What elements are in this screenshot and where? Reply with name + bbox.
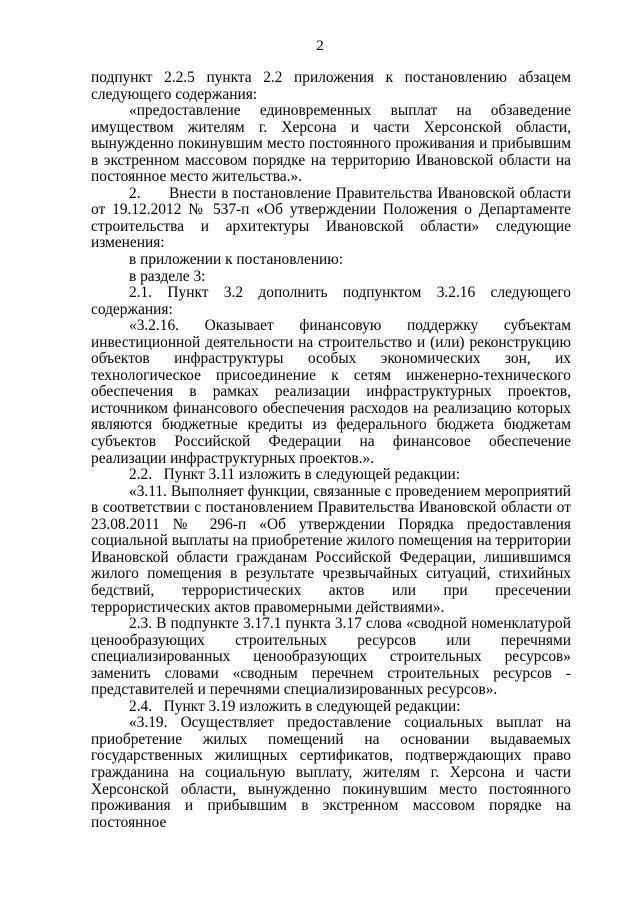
paragraph-item-2: 2. Внести в постановление Правительства Ивановской области от 19.12.2012 № 537-п «Об утверждении Положения о Департаменте строительства и архитектуры Ивановской области» следующие изменения: [91,184,571,252]
paragraph-in-section-3: в разделе 3: [129,267,206,285]
paragraph-quote-3-2-16: «3.2.16. Оказывает финансовую поддержку субъектам инвестиционной деятельности на строительство и (или) реконструкцию объектов инфраструктуры особых экономических зон, их технологическое присоединение к сетям инженерно-технического обеспечения в рамках реализации инфраструктурных проектов, источником финансового обеспечения расходов на реализацию которых являются бюджетные кредиты из федерального бюджета бюджетам субъектов Российской Федерации на финансовое обеспечение реализации инфраструктурных проектов.». [91,317,571,467]
paragraph-item-2-3: 2.3. В подпункте 3.17.1 пункта 3.17 слова «сводной номенклатурой ценообразующих строительных ресурсов или перечнями специализированных ценообразующих строительных ресурсов» заменить словами «сводным перечнем строительных ресурсов - представителей и перечнями специализированных ресурсов». [91,615,571,699]
paragraph-quote-one-time-payments: «предоставление единовременных выплат на обзаведение имуществом жителям г. Херсона и части Херсонской области, вынужденно покинувшим место постоянного проживания и прибывшим в экстренном массовом порядке на территорию Ивановской области на постоянное место жительства.». [91,102,571,186]
page-number: 2 [316,38,324,54]
paragraph-item-2-1: 2.1. Пункт 3.2 дополнить подпунктом 3.2.16 следующего содержания: [91,284,571,318]
paragraph-item-2-2: 2.2. Пункт 3.11 изложить в следующей редакции: [129,466,460,484]
paragraph-subpoint-2-2-5: подпункт 2.2.5 пункта 2.2 приложения к постановлению абзацем следующего содержания: [91,69,571,103]
paragraph-quote-3-11: «3.11. Выполняет функции, связанные с проведением мероприятий в соответствии с постановлением Правительства Ивановской области от 23.08.2011 № 296-п «Об утверждении Порядка предоставления социальной выплаты на приобретение жилого помещения на территории Ивановской области гражданам Российской Федерации, лишившимся жилого помещения в результате чрезвычайных ситуаций, стихийных бедствий, террористических актов или при пресечении террористических актов правомерными действиями». [91,482,571,616]
paragraph-in-appendix: в приложении к постановлению: [129,251,344,269]
document-body [91,70,571,831]
paragraph-item-2-4: 2.4. Пункт 3.19 изложить в следующей редакции: [129,697,461,715]
paragraph-quote-3-19: «3.19. Осуществляет предоставление социальных выплат на приобретение жилых помещений на основании выдаваемых государственных жилищных сертификатов, подтверждающих право гражданина на социальную выплату, жителям г. Херсона и части Херсонской области, вынужденно покинувшим место постоянного проживания и прибывшим в экстренном массовом порядке на постоянное [91,714,571,831]
